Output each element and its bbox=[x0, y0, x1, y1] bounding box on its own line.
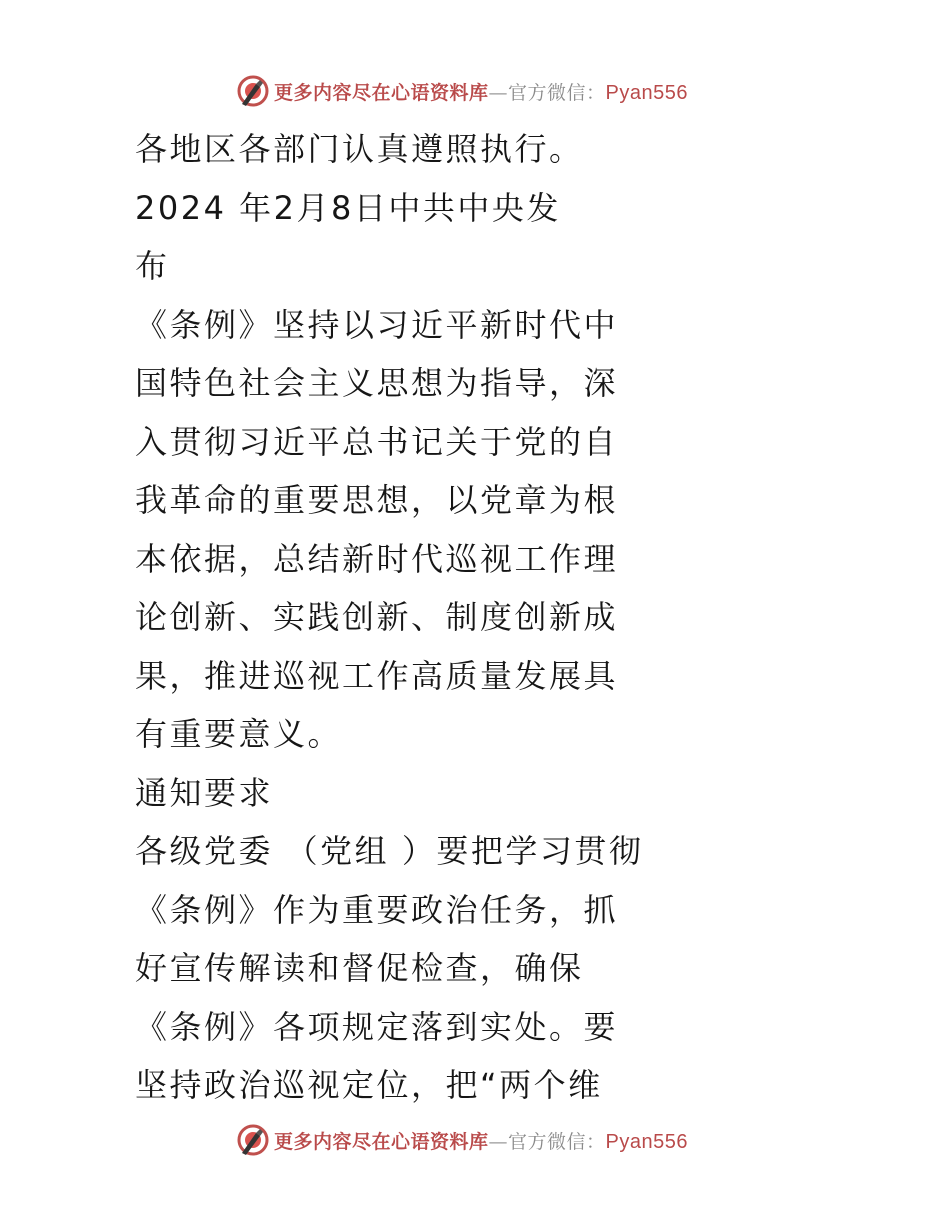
watermark-site-text: 更多内容尽在心语资料库 bbox=[274, 1130, 489, 1153]
watermark-channel-text: 官方微信： bbox=[508, 1130, 606, 1153]
text-line: 果，推进巡视工作高质量发展具 bbox=[135, 656, 619, 695]
text-line: 本依据，总结新时代巡视工作理 bbox=[135, 539, 619, 578]
text-line: 布 bbox=[135, 247, 170, 285]
section-heading: 通知要求 bbox=[135, 773, 274, 812]
text-line: 有重要意义。 bbox=[135, 715, 343, 753]
watermark-dash: — bbox=[488, 1130, 509, 1153]
pen-logo-icon bbox=[236, 74, 270, 108]
text-line: 入贯彻习近平总书记关于党的自 bbox=[135, 422, 619, 461]
document-body bbox=[135, 120, 644, 1115]
text-line: 《条例》作为重要政治任务，抓 bbox=[135, 890, 619, 929]
text-line: 国特色社会主义思想为指导，深 bbox=[135, 364, 619, 402]
header-watermark bbox=[236, 71, 688, 111]
text-line: 2024 年2月8日中共中央发 bbox=[135, 188, 561, 227]
watermark-wechat-id: Pyan556 bbox=[605, 1130, 688, 1153]
pen-logo-icon bbox=[236, 1123, 270, 1157]
watermark-site-text: 更多内容尽在心语资料库 bbox=[274, 81, 489, 104]
text-line: 各级党委 （党组 ）要把学习贯彻 bbox=[135, 832, 644, 870]
text-line: 论创新、实践创新、制度创新成 bbox=[135, 598, 619, 636]
text-line: 坚持政治巡视定位，把“两个维 bbox=[135, 1066, 603, 1104]
text-line: 各地区各部门认真遵照执行。 bbox=[135, 130, 584, 168]
footer-watermark bbox=[236, 1120, 688, 1160]
text-line: 《条例》坚持以习近平新时代中 bbox=[135, 305, 619, 344]
text-line: 好宣传解读和督促检查，确保 bbox=[135, 949, 584, 987]
watermark-dash: — bbox=[488, 81, 509, 104]
watermark-wechat-id: Pyan556 bbox=[605, 81, 688, 104]
text-line: 《条例》各项规定落到实处。要 bbox=[135, 1007, 619, 1046]
text-line: 我革命的重要思想，以党章为根 bbox=[135, 481, 619, 519]
watermark-channel-text: 官方微信： bbox=[508, 81, 606, 104]
